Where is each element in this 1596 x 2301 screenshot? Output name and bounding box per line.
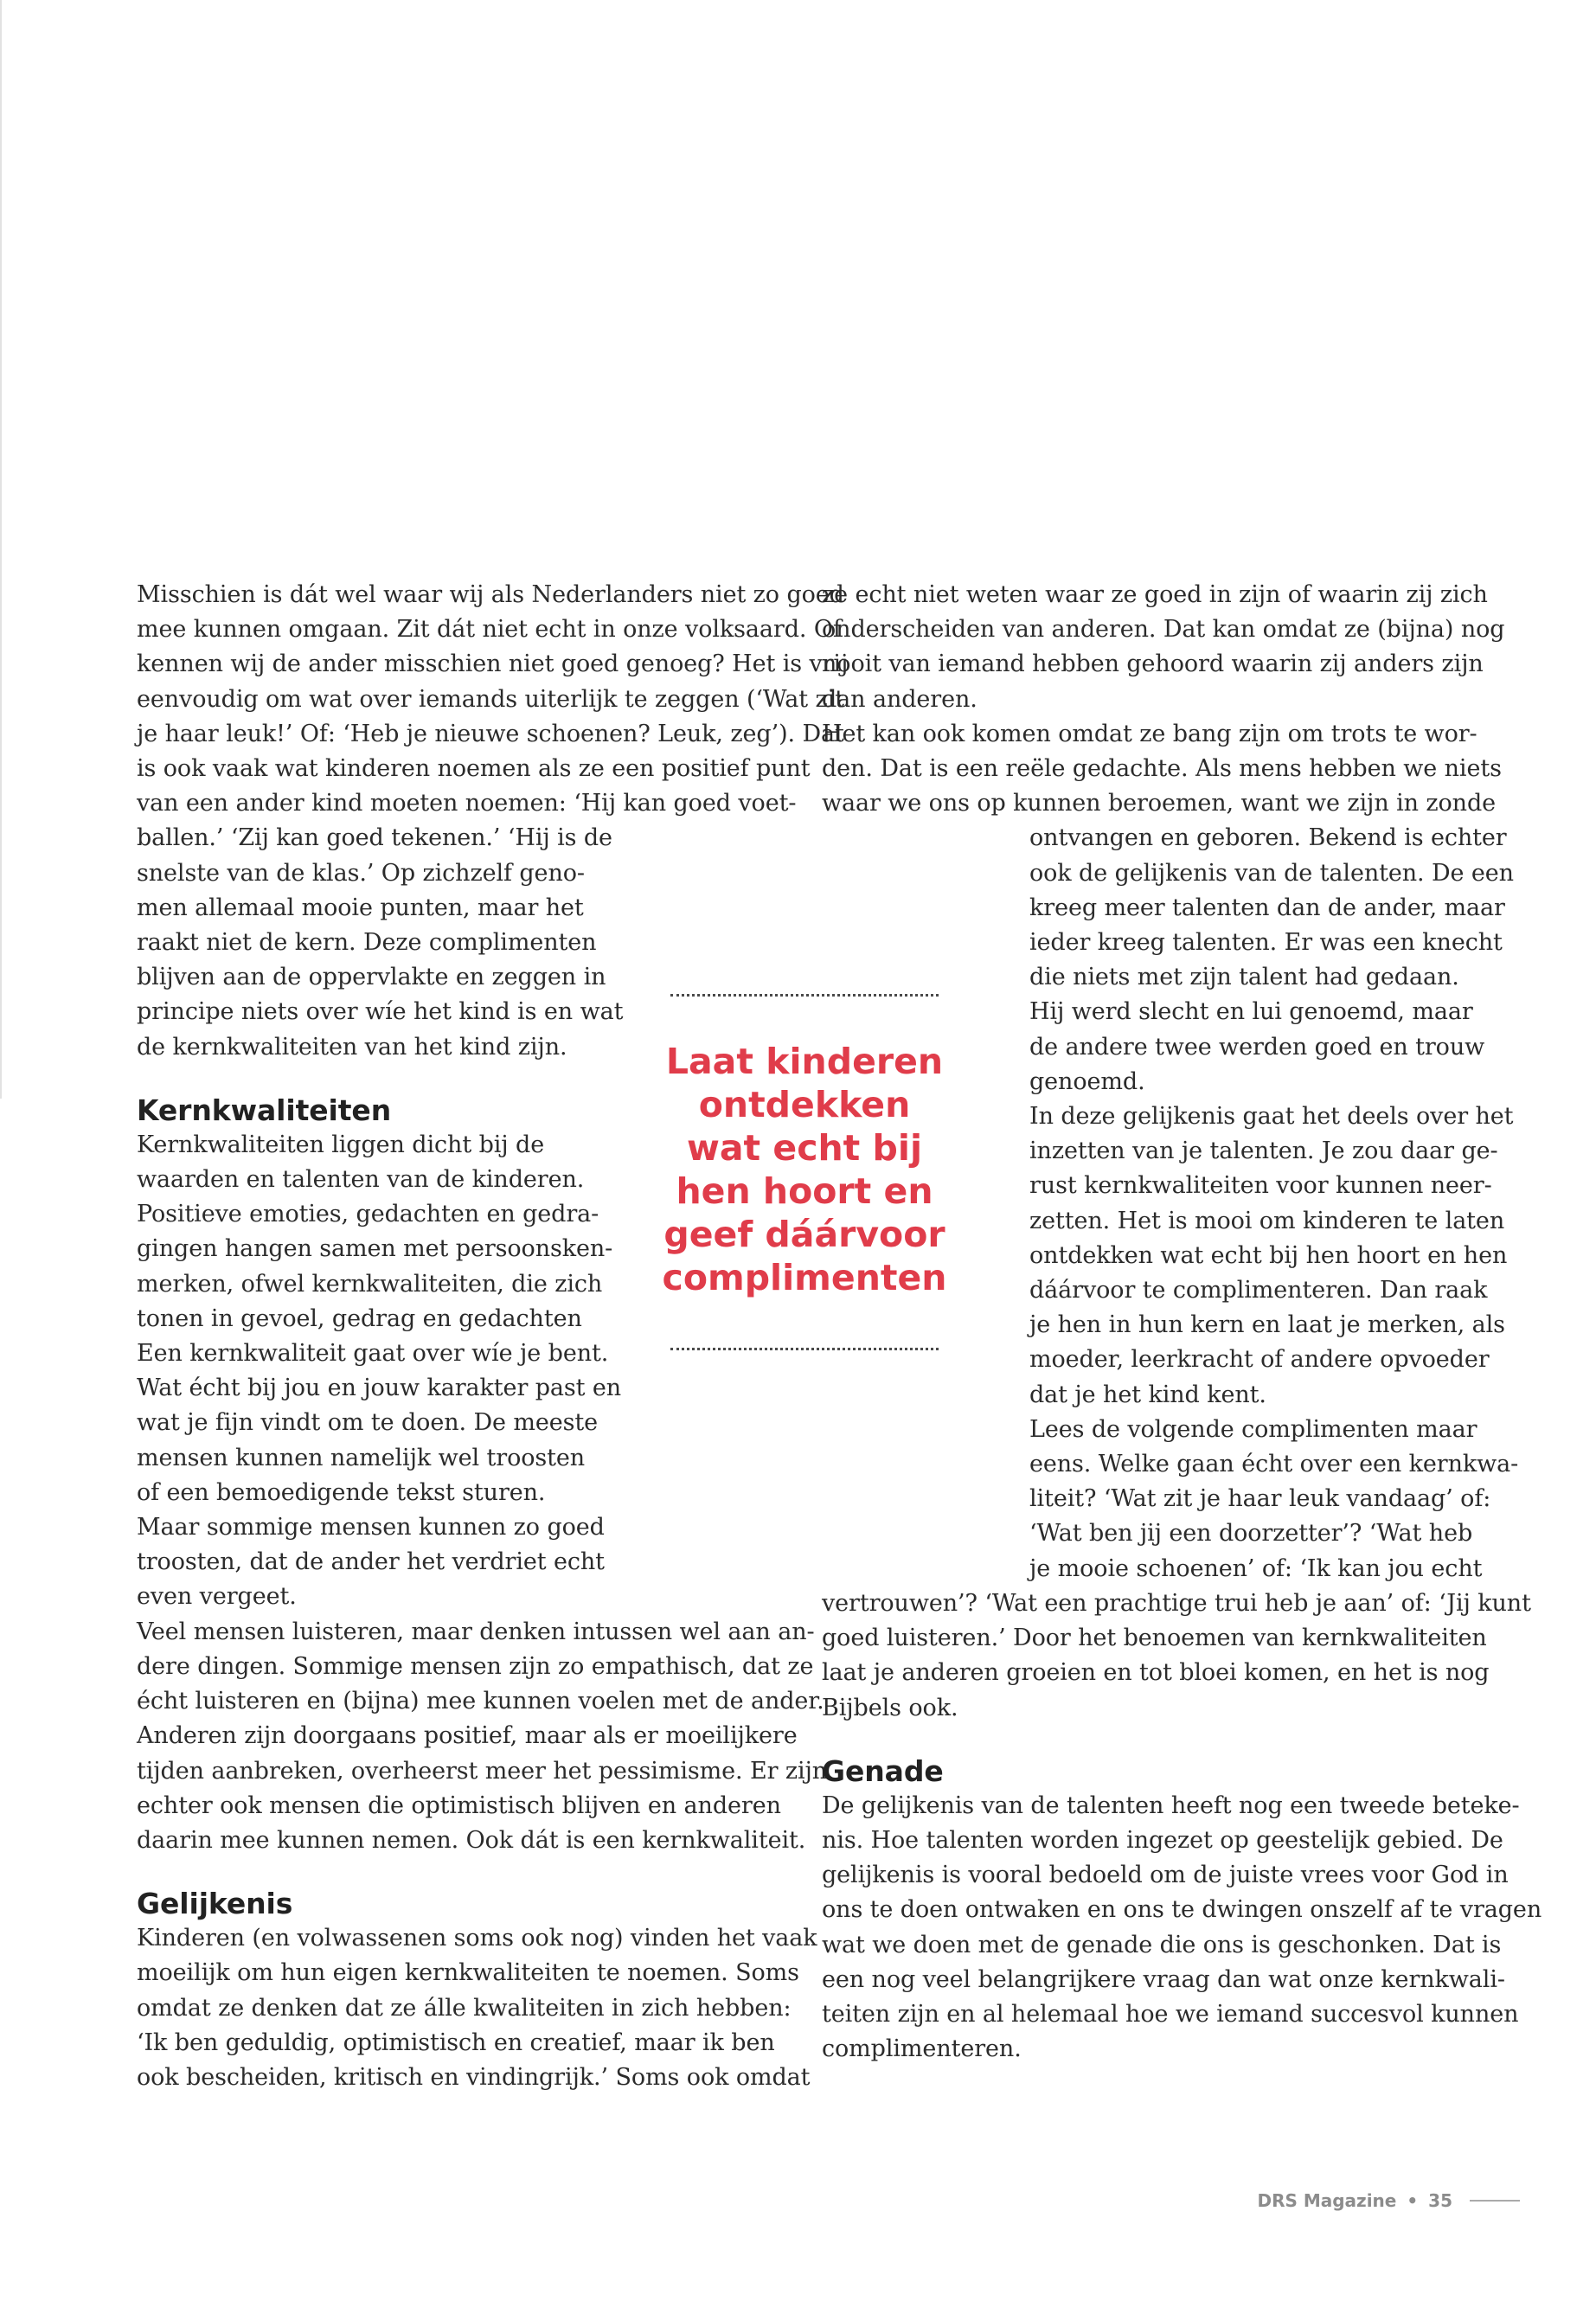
footer-rule <box>1470 2200 1520 2202</box>
text-line: In deze gelijkenis gaat het deels over het <box>1029 1103 1514 1131</box>
text-line: van een ander kind moeten noemen: ‘Hij kan goed voet- <box>137 790 797 817</box>
text-line: ontdekken wat echt bij hen hoort en hen <box>1029 1241 1508 1269</box>
text-line: wat echt bij <box>686 1127 923 1169</box>
text-line: complimenten <box>662 1257 947 1298</box>
text-line: ze echt niet weten waar ze goed in zijn of waarin zij zich <box>822 581 1488 608</box>
text-line: écht luisteren en (bijna) mee kunnen voelen met de ander. <box>137 1688 824 1715</box>
text-line: omdat ze denken dat ze álle kwaliteiten in zich hebben: <box>137 1994 792 2022</box>
heading-gelijkenis: Gelijkenis <box>137 1887 293 1921</box>
text-line: de andere twee werden goed en trouw <box>1029 1033 1485 1061</box>
text-line: raakt niet de kern. Deze complimenten <box>137 929 597 957</box>
text-line: nooit van iemand hebben gehoord waarin zij anders zijn <box>822 651 1484 678</box>
text-line: complimenteren. <box>822 2035 1022 2063</box>
text-line: je hen in hun kern en laat je merken, als <box>1029 1311 1505 1339</box>
text-line: kreeg meer talenten dan de ander, maar <box>1029 894 1505 921</box>
text-line: De gelijkenis van de talenten heeft nog een tweede beteke- <box>822 1791 1520 1819</box>
text-line: ons te doen ontwaken en ons te dwingen onszelf af te vragen <box>822 1896 1542 1924</box>
text-line: zetten. Het is mooi om kinderen te laten <box>1029 1207 1505 1234</box>
text-line: goed luisteren.’ Door het benoemen van kernkwaliteiten <box>822 1625 1487 1652</box>
text-line: waar we ons op kunnen beroemen, want we zijn in zonde <box>822 790 1497 817</box>
text-line: dat je het kind kent. <box>1029 1381 1266 1408</box>
text-line: ieder kreeg talenten. Er was een knecht <box>1029 929 1503 957</box>
pull-quote <box>662 994 947 1350</box>
text-line: een nog veel belangrijkere vraag dan wat onze kernkwali- <box>822 1965 1505 1993</box>
text-line: nis. Hoe talenten worden ingezet op geestelijk gebied. De <box>822 1826 1503 1854</box>
text-line: men allemaal mooie punten, maar het <box>137 894 584 921</box>
text-line: inzetten van je talenten. Je zou daar ge- <box>1029 1138 1498 1165</box>
text-line: geef dáárvoor <box>663 1214 945 1255</box>
text-line: tijden aanbreken, overheerst meer het pessimisme. Er zijn <box>137 1757 828 1785</box>
text-line: kennen wij de ander misschien niet goed genoeg? Het is vrij <box>137 651 849 678</box>
text-line: ontvangen en geboren. Bekend is echter <box>1029 824 1507 852</box>
text-line: mee kunnen omgaan. Zit dát niet echt in onze volksaard. Of <box>137 616 842 644</box>
text-line: die niets met zijn talent had gedaan. <box>1029 964 1459 991</box>
text-line: ontdekken <box>698 1084 911 1125</box>
footer-separator: • <box>1407 2190 1419 2211</box>
right-top-text <box>822 578 1505 821</box>
page-edge-line <box>0 0 2 1099</box>
genade-text <box>822 1789 1542 2067</box>
text-line: ‘Wat ben jij een doorzetter’? ‘Wat heb <box>1029 1520 1473 1548</box>
text-line: mensen kunnen namelijk wel troosten <box>137 1444 586 1471</box>
pull-quote-top-rule <box>670 994 939 997</box>
text-line: wat je fijn vindt om te doen. De meeste <box>137 1409 599 1437</box>
text-line: Maar sommige mensen kunnen zo goed <box>137 1514 605 1541</box>
magazine-name: DRS Magazine <box>1257 2190 1397 2211</box>
text-line: even vergeet. <box>137 1583 297 1611</box>
text-line: Misschien is dát wel waar wij als Nederlanders niet zo goed <box>137 581 844 608</box>
text-line: Bijbels ook. <box>822 1694 958 1721</box>
text-line: laat je anderen groeien en tot bloei komen, en het is nog <box>822 1659 1490 1687</box>
text-line: eenvoudig om wat over iemands uiterlijk te zeggen (‘Wat zit <box>137 685 844 713</box>
text-line: wat we doen met de genade die ons is geschonken. Dat is <box>822 1931 1502 1958</box>
text-line: Lees de volgende complimenten maar <box>1029 1415 1477 1443</box>
text-line: gelijkenis is vooral bedoeld om de juiste vrees voor God in <box>822 1862 1509 1889</box>
text-line: de kernkwaliteiten van het kind zijn. <box>137 1033 567 1061</box>
pull-quote-text <box>662 1040 947 1299</box>
text-line: snelste van de klas.’ Op zichzelf geno- <box>137 859 585 887</box>
page-number: 35 <box>1428 2190 1452 2211</box>
text-line: principe niets over wíe het kind is en wat <box>137 998 624 1026</box>
text-line: onderscheiden van anderen. Dat kan omdat ze (bijna) nog <box>822 616 1505 644</box>
page-footer <box>1257 2190 1520 2211</box>
text-line: moeilijk om hun eigen kernkwaliteiten te noemen. Soms <box>137 1959 799 1987</box>
text-line: of een bemoedigende tekst sturen. <box>137 1478 546 1506</box>
text-line: Kernkwaliteiten liggen dicht bij de <box>137 1131 545 1158</box>
text-line: troosten, dat de ander het verdriet echt <box>137 1548 605 1576</box>
text-line: dere dingen. Sommige mensen zijn zo empathisch, dat ze <box>137 1652 814 1680</box>
text-line: ‘Ik ben geduldig, optimistisch en creatief, maar ik ben <box>137 2029 775 2056</box>
right-bottom-text <box>822 1586 1531 1726</box>
text-line: tonen in gevoel, gedrag en gedachten <box>137 1304 582 1332</box>
heading-genade: Genade <box>822 1753 944 1788</box>
text-line: Wat écht bij jou en jouw karakter past en <box>137 1375 622 1402</box>
text-line: merken, ofwel kernkwaliteiten, die zich <box>137 1270 603 1298</box>
text-line: vertrouwen’? ‘Wat een prachtige trui heb je aan’ of: ‘Jij kunt <box>822 1589 1531 1617</box>
text-line: genoemd. <box>1029 1067 1145 1095</box>
text-line: eens. Welke gaan écht over een kernkwa- <box>1029 1451 1519 1478</box>
text-line: waarden en talenten van de kinderen. <box>137 1166 585 1194</box>
text-line: rust kernkwaliteiten voor kunnen neer- <box>1029 1172 1492 1200</box>
text-line: Veel mensen luisteren, maar denken intussen wel aan an- <box>137 1618 815 1645</box>
text-line: daarin mee kunnen nemen. Ook dát is een kernkwaliteit. <box>137 1826 806 1854</box>
gelijkenis-text <box>137 1921 817 2095</box>
text-line: ballen.’ ‘Zij kan goed tekenen.’ ‘Hij is de <box>137 824 612 852</box>
text-line: echter ook mensen die optimistisch blijven en anderen <box>137 1791 781 1819</box>
text-line: Laat kinderen <box>665 1041 944 1082</box>
text-line: ook de gelijkenis van de talenten. De een <box>1029 859 1514 887</box>
text-line: dan anderen. <box>822 685 977 713</box>
text-line: gingen hangen samen met persoonsken- <box>137 1235 613 1263</box>
text-line: blijven aan de oppervlakte en zeggen in <box>137 964 606 991</box>
text-line: je haar leuk!’ Of: ‘Heb je nieuwe schoenen? Leuk, zeg’). Dat <box>137 720 844 747</box>
text-line: ook bescheiden, kritisch en vindingrijk.’ Soms ook omdat <box>137 2063 811 2091</box>
text-line: Anderen zijn doorgaans positief, maar als er moeilijkere <box>137 1722 798 1750</box>
text-line: den. Dat is een reële gedachte. Als mens hebben we niets <box>822 755 1502 783</box>
pull-quote-bottom-rule <box>670 1348 939 1350</box>
text-line: dáárvoor te complimenteren. Dan raak <box>1029 1277 1488 1304</box>
text-line: Het kan ook komen omdat ze bang zijn om trots te wor- <box>822 720 1477 747</box>
heading-kernkwaliteiten: Kernkwaliteiten <box>137 1093 392 1127</box>
text-line: liteit? ‘Wat zit je haar leuk vandaag’ of: <box>1029 1485 1491 1513</box>
text-line: Kinderen (en volwassenen soms ook nog) vinden het vaak <box>137 1925 817 1952</box>
text-line: teiten zijn en al helemaal hoe we iemand succesvol kunnen <box>822 2000 1519 2028</box>
text-line: moeder, leerkracht of andere opvoeder <box>1029 1346 1490 1374</box>
text-line: Een kernkwaliteit gaat over wíe je bent. <box>137 1340 609 1368</box>
text-line: hen hoort en <box>676 1170 933 1212</box>
text-line: je mooie schoenen’ of: ‘Ik kan jou echt <box>1029 1554 1483 1582</box>
text-line: Hij werd slecht en lui genoemd, maar <box>1029 998 1473 1026</box>
text-line: Positieve emoties, gedachten en gedra- <box>137 1201 599 1228</box>
text-line: is ook vaak wat kinderen noemen als ze een positief punt <box>137 755 811 783</box>
intro-paragraph <box>137 578 849 1065</box>
